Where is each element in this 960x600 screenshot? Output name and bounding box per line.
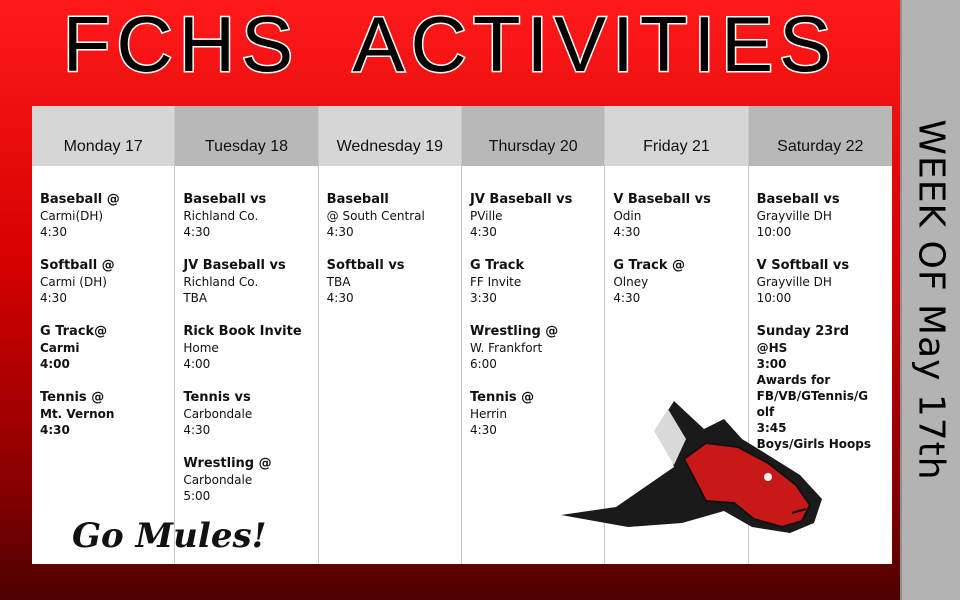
event-detail: Carmi(DH): [40, 209, 104, 223]
event-title: Wrestling @: [183, 456, 272, 471]
event-item: [613, 192, 747, 240]
event-detail: 4:00: [40, 357, 70, 371]
event-title: JV Baseball vs: [469, 192, 573, 207]
day-header: Wednesday 19: [319, 106, 461, 166]
event-detail: 4:30: [469, 423, 497, 437]
event-title: Tennis @: [40, 390, 105, 405]
event-detail: Olney: [613, 275, 649, 289]
event-detail: TBA: [326, 275, 351, 289]
event-title: Tennis vs: [183, 390, 251, 405]
week-label: WEEK OF May 17th: [910, 119, 952, 481]
event-item: [183, 456, 317, 504]
mule-mascot-logo: [556, 395, 826, 545]
event-detail: 4:30: [183, 225, 211, 239]
event-item: [327, 258, 461, 306]
event-title: Baseball @: [40, 192, 120, 207]
day-column: [32, 106, 175, 564]
event-title: Sunday 23rd: [756, 324, 849, 339]
day-column: [175, 106, 318, 564]
event-detail: Herrin: [469, 407, 507, 421]
event-detail: Carmi (DH): [40, 275, 107, 289]
slogan: Go Mules!: [72, 516, 267, 556]
event-item: [613, 258, 747, 306]
event-title: G Track: [469, 258, 525, 273]
event-detail: Richland Co.: [183, 275, 259, 289]
event-title: Softball vs: [326, 258, 405, 273]
event-detail: @HS: [756, 341, 788, 355]
event-title: Baseball vs: [756, 192, 840, 207]
event-detail: Odin: [613, 209, 642, 223]
event-detail: 4:30: [469, 225, 497, 239]
event-item: [183, 192, 317, 240]
event-detail: 4:30: [40, 291, 67, 305]
event-detail: 10:00: [756, 225, 792, 239]
event-detail: Boys/Girls Hoops: [756, 437, 871, 451]
event-detail: @ South Central: [326, 209, 425, 223]
event-detail: Richland Co.: [183, 209, 259, 223]
day-header: Thursday 20: [462, 106, 604, 166]
event-detail: 4:00: [183, 357, 211, 371]
event-detail: 10:00: [756, 291, 792, 305]
event-detail: 3:30: [469, 291, 497, 305]
event-detail: Awards for: [756, 373, 831, 387]
event-detail: Mt. Vernon: [40, 407, 115, 421]
event-detail: Carbondale: [183, 407, 253, 421]
event-item: [183, 258, 317, 306]
event-item: [40, 192, 174, 240]
event-detail: PVille: [469, 209, 503, 223]
day-header: Monday 17: [32, 106, 174, 166]
event-title: Tennis @: [469, 390, 535, 405]
page-title: FCHS ACTIVITIES: [62, 0, 838, 88]
day-column: [319, 106, 462, 564]
event-title: JV Baseball vs: [183, 258, 286, 273]
event-title: Rick Book Invite: [183, 324, 302, 339]
event-detail: 4:30: [613, 225, 641, 239]
event-list: [175, 166, 317, 504]
event-detail: TBA: [183, 291, 208, 305]
event-detail: 4:30: [40, 225, 67, 239]
event-detail: 5:00: [183, 489, 211, 503]
event-title: Baseball vs: [183, 192, 267, 207]
day-header: Tuesday 18: [175, 106, 317, 166]
event-detail: 4:30: [326, 225, 354, 239]
event-title: V Baseball vs: [613, 192, 711, 207]
event-item: [757, 192, 892, 240]
event-item: [327, 192, 461, 240]
event-item: [470, 324, 604, 372]
event-title: Softball @: [40, 258, 115, 273]
event-detail: 4:30: [613, 291, 641, 305]
event-detail: FB/VB/GTennis/G: [756, 389, 869, 403]
event-detail: 4:30: [326, 291, 354, 305]
event-item: [183, 324, 317, 372]
day-header: Saturday 22: [749, 106, 892, 166]
event-detail: Grayville DH: [756, 209, 832, 223]
event-title: Baseball: [326, 192, 389, 207]
event-title: G Track @: [613, 258, 686, 273]
event-title: Wrestling @: [469, 324, 559, 339]
event-item: [470, 258, 604, 306]
event-detail: Grayville DH: [756, 275, 832, 289]
event-title: V Softball vs: [756, 258, 850, 273]
event-detail: 6:00: [469, 357, 497, 371]
week-banner: [900, 0, 960, 600]
event-list: [32, 166, 174, 438]
event-detail: 3:45: [756, 421, 787, 435]
event-item: [470, 192, 604, 240]
event-detail: FF Invite: [469, 275, 522, 289]
event-item: [40, 258, 174, 306]
event-detail: W. Frankfort: [469, 341, 543, 355]
event-detail: 4:30: [40, 423, 70, 437]
event-detail: 3:00: [756, 357, 787, 371]
day-header: Friday 21: [605, 106, 747, 166]
event-list: [319, 166, 461, 306]
event-item: [40, 390, 174, 438]
event-item: [40, 324, 174, 372]
event-title: G Track@: [40, 324, 108, 339]
event-list: [605, 166, 747, 306]
event-detail: Home: [183, 341, 219, 355]
event-detail: 4:30: [183, 423, 211, 437]
event-item: [757, 258, 892, 306]
event-detail: Carbondale: [183, 473, 253, 487]
event-detail: Carmi: [40, 341, 80, 355]
event-item: [183, 390, 317, 438]
event-detail: olf: [756, 405, 775, 419]
